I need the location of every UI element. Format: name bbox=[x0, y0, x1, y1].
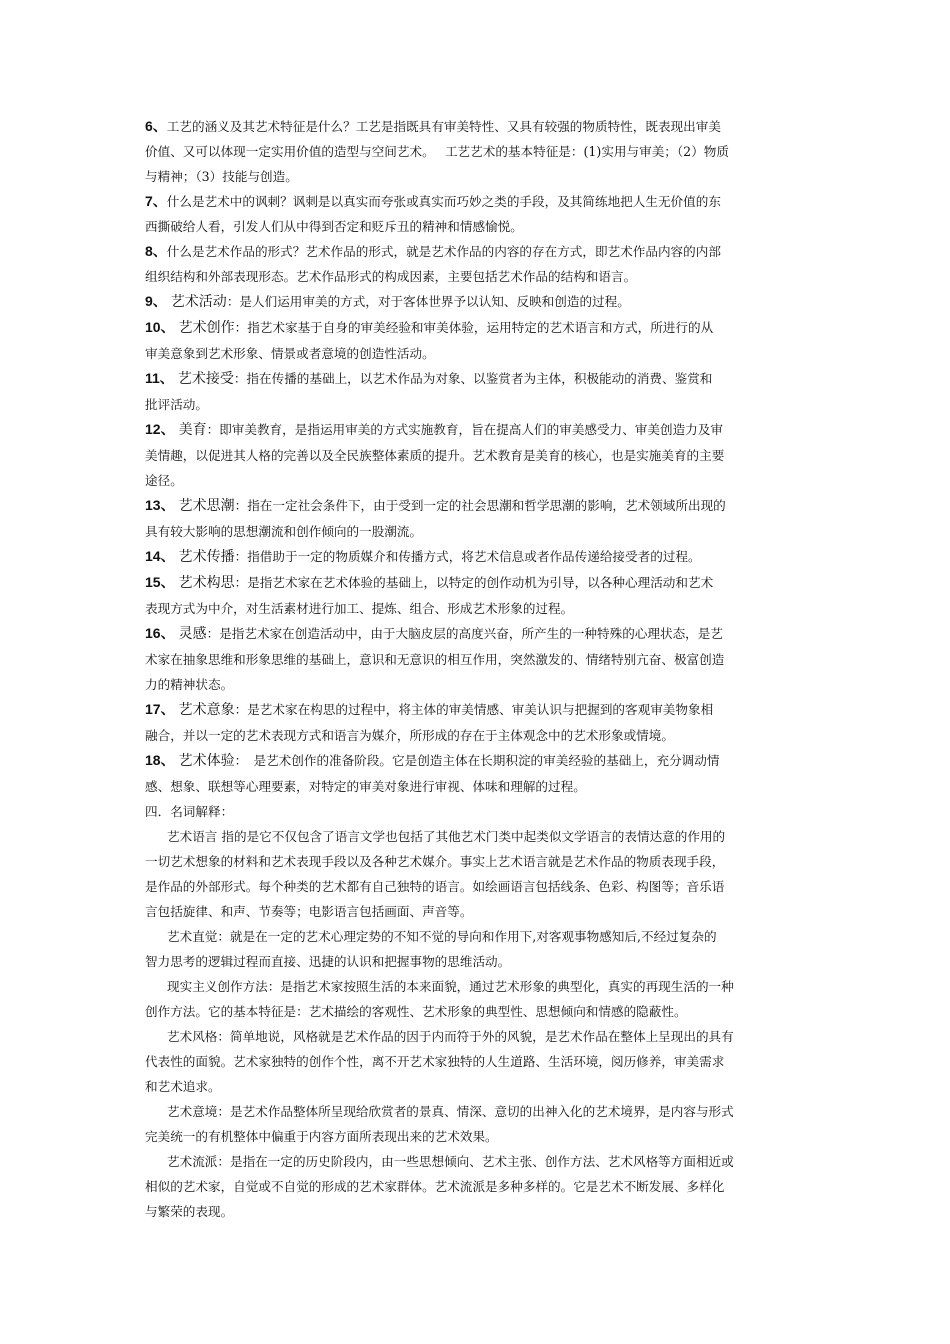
list-item bbox=[145, 114, 830, 189]
line-text: 组织结构和外部表现形态。艺术作品形式的构成因素，主要包括艺术作品的结构和语言。 bbox=[145, 269, 637, 284]
line-text: 什么是艺术中的讽刺？讽刺是以真实而夸张或真实而巧妙之类的手段，及其简练地把人生无价值的东 bbox=[166, 194, 721, 209]
list-item bbox=[145, 493, 830, 544]
line-text: 途径。 bbox=[145, 473, 183, 488]
text-line bbox=[145, 289, 830, 315]
line-text: 什么是艺术作品的形式？艺术作品的形式，就是艺术作品的内容的存在方式，即艺术作品内容的内部 bbox=[166, 244, 721, 259]
text-line bbox=[145, 114, 830, 139]
text-line: 与繁荣的表现。 bbox=[145, 1204, 234, 1219]
text-line: 和艺术追求。 bbox=[145, 1079, 221, 1094]
text-line: 艺术语言 指的是它不仅包含了语言文学也包括了其他艺术门类中起类似文学语言的表情达意的作用的 bbox=[167, 829, 726, 844]
section-heading: 四．名词解释： bbox=[145, 804, 234, 819]
text-line bbox=[145, 697, 830, 723]
text-line bbox=[145, 214, 830, 239]
list-item bbox=[145, 544, 830, 570]
text-line: 艺术直觉：就是在一定的艺术心理定势的不知不觉的导向和作用下,对客观事物感知后,不经过复杂的 bbox=[167, 929, 717, 944]
text-line bbox=[145, 189, 830, 214]
list-item bbox=[145, 697, 830, 748]
definition-paragraph bbox=[145, 1099, 830, 1149]
line-text: 具有较大影响的思想潮流和创作倾向的一股潮流。 bbox=[145, 524, 423, 539]
item-term: 艺术接受 bbox=[177, 371, 234, 387]
text-line: 是作品的外部形式。每个种类的艺术都有自己独特的语言。如绘画语言包括线条、色彩、构图等；音乐语 bbox=[145, 879, 725, 894]
line-text: 批评活动。 bbox=[145, 397, 208, 412]
item-number: 11、 bbox=[145, 370, 174, 386]
line-text: ：指借助于一定的物质媒介和传播方式，将艺术信息或者作品传递给接受者的过程。 bbox=[234, 549, 701, 564]
item-term: 灵感 bbox=[178, 626, 207, 642]
line-text: 美情趣，以促进其人格的完善以及全民族整体素质的提升。艺术教育是美育的核心，也是实施美育的主要 bbox=[145, 448, 725, 463]
text-line: 言包括旋律、和声、节奏等；电影语言包括画面、声音等。 bbox=[145, 904, 473, 919]
text-line bbox=[145, 570, 830, 596]
definition-paragraph bbox=[145, 1024, 830, 1099]
line-text: ：指在一定社会条件下，由于受到一定的社会思潮和哲学思潮的影响，艺术领域所出现的 bbox=[234, 498, 726, 513]
item-number: 9、 bbox=[145, 293, 167, 309]
item-number: 15、 bbox=[145, 574, 175, 590]
text-line bbox=[145, 774, 830, 799]
line-text: 感、想象、联想等心理要素，对特定的审美对象进行审视、体味和理解的过程。 bbox=[145, 779, 586, 794]
item-number: 14、 bbox=[145, 548, 175, 564]
line-text: 审美意象到艺术形象、情景或者意境的创造性活动。 bbox=[145, 346, 435, 361]
item-number: 10、 bbox=[145, 319, 175, 335]
item-term: 艺术意象 bbox=[178, 702, 235, 718]
line-text: ：是人们运用审美的方式，对于客体世界予以认知、反映和创造的过程。 bbox=[226, 294, 630, 309]
line-text: 价值、又可以体现一定实用价值的造型与空间艺术。 工艺艺术的基本特征是：(1)实用与审美；（2）物质 bbox=[145, 144, 729, 159]
text-line: 相似的艺术家，自觉或不自觉的形成的艺术家群体。艺术流派是多种多样的。它是艺术不断发展、多样化 bbox=[145, 1179, 725, 1194]
item-term: 艺术构思 bbox=[178, 575, 235, 591]
text-line: 智力思考的逻辑过程而直接、迅捷的认识和把握事物的思维活动。 bbox=[145, 954, 511, 969]
text-line: 一切艺术想象的材料和艺术表现手段以及各种艺术媒介。事实上艺术语言就是艺术作品的物质表现手段， bbox=[145, 854, 725, 869]
text-line: 完美统一的有机整体中偏重于内容方面所表现出来的艺术效果。 bbox=[145, 1129, 498, 1144]
item-number: 7、 bbox=[145, 193, 167, 209]
line-text: ：是指艺术家在创造活动中，由于大脑皮层的高度兴奋，所产生的一种特殊的心理状态，是艺 bbox=[206, 626, 723, 641]
text-line bbox=[145, 647, 830, 672]
text-line: 创作方法。它的基本特征是：艺术描绘的客观性、艺术形象的典型性、思想倾向和情感的隐蔽性。 bbox=[145, 1004, 687, 1019]
text-line bbox=[145, 341, 830, 366]
text-line bbox=[145, 164, 830, 189]
item-number: 17、 bbox=[145, 701, 175, 717]
text-line bbox=[145, 621, 830, 647]
list-item bbox=[145, 748, 830, 799]
text-line bbox=[145, 417, 830, 443]
text-line: 艺术流派：是指在一定的历史阶段内，由一些思想倾向、艺术主张、创作方法、艺术风格等方面相近或 bbox=[167, 1154, 734, 1169]
line-text: ： 是艺术创作的准备阶段。它是创造主体在长期积淀的审美经验的基础上，充分调动情 bbox=[234, 753, 720, 768]
line-text: ：即审美教育，是指运用审美的方式实施教育，旨在提高人们的审美感受力、审美创造力及审 bbox=[206, 422, 723, 437]
text-line bbox=[145, 366, 830, 392]
item-number: 6、 bbox=[145, 118, 167, 134]
definition-paragraph bbox=[145, 824, 830, 924]
text-line bbox=[145, 544, 830, 570]
item-term: 艺术活动 bbox=[170, 294, 227, 310]
text-line: 现实主义创作方法：是指艺术家按照生活的本来面貌，通过艺术形象的典型化，真实的再现生活的一种 bbox=[167, 979, 734, 994]
document-page bbox=[145, 114, 830, 1224]
item-term: 艺术创作 bbox=[178, 320, 235, 336]
list-item bbox=[145, 366, 830, 417]
text-line bbox=[145, 239, 830, 264]
text-line bbox=[145, 392, 830, 417]
line-text: 术家在抽象思维和形象思维的基础上，意识和无意识的相互作用，突然激发的、情绪特别亢奋、极富创造 bbox=[145, 652, 725, 667]
item-term: 艺术体验 bbox=[178, 753, 235, 769]
line-text: 表现方式为中介，对生活素材进行加工、提炼、组合、形成艺术形象的过程。 bbox=[145, 601, 574, 616]
text-line bbox=[145, 315, 830, 341]
text-line bbox=[145, 596, 830, 621]
text-line bbox=[145, 672, 830, 697]
list-item bbox=[145, 289, 830, 315]
line-text: 与精神；（3）技能与创造。 bbox=[145, 169, 298, 184]
text-line: 艺术意境：是艺术作品整体所呈现给欣赏者的景真、情深、意切的出神入化的艺术境界，是内容与形式 bbox=[167, 1104, 734, 1119]
item-number: 8、 bbox=[145, 243, 167, 259]
item-term: 艺术思潮 bbox=[178, 498, 235, 514]
line-text: ：指艺术家基于自身的审美经验和审美体验，运用特定的艺术语言和方式，所进行的从 bbox=[234, 320, 714, 335]
item-number: 13、 bbox=[145, 497, 175, 513]
line-text: 西撕破给人看，引发人们从中得到否定和贬斥丑的精神和情感愉悦。 bbox=[145, 219, 523, 234]
text-line bbox=[145, 264, 830, 289]
numbered-items bbox=[145, 114, 830, 799]
definition-paragraph bbox=[145, 924, 830, 974]
line-text: 工艺的涵义及其艺术特征是什么？工艺是指既具有审美特性、又具有较强的物质特性，既表现出审美 bbox=[166, 119, 721, 134]
line-text: ：是艺术家在构思的过程中，将主体的审美情感、审美认识与把握到的客观审美物象相 bbox=[234, 702, 714, 717]
item-number: 18、 bbox=[145, 752, 175, 768]
list-item bbox=[145, 621, 830, 697]
line-text: 融合，并以一定的艺术表现方式和语言为媒介，所形成的存在于主体观念中的艺术形象或情境。 bbox=[145, 728, 674, 743]
text-line bbox=[145, 139, 830, 164]
item-number: 12、 bbox=[145, 421, 175, 437]
text-line bbox=[145, 493, 830, 519]
text-line bbox=[145, 723, 830, 748]
text-line bbox=[145, 443, 830, 468]
list-item bbox=[145, 417, 830, 493]
line-text: ：指在传播的基础上，以艺术作品为对象、以鉴赏者为主体，积极能动的消费、鉴赏和 bbox=[233, 371, 713, 386]
list-item bbox=[145, 570, 830, 621]
line-text: 力的精神状态。 bbox=[145, 677, 234, 692]
definition-paragraph bbox=[145, 1149, 830, 1224]
text-line bbox=[145, 468, 830, 493]
list-item bbox=[145, 239, 830, 289]
text-line: 艺术风格：简单地说，风格就是艺术作品的因于内而符于外的风貌，是艺术作品在整体上呈现出的具有 bbox=[167, 1029, 734, 1044]
text-line bbox=[145, 748, 830, 774]
text-line bbox=[145, 519, 830, 544]
text-line: 代表性的面貌。艺术家独特的创作个性，离不开艺术家独特的人生道路、生活环境，阅历修养，审美需求 bbox=[145, 1054, 725, 1069]
list-item bbox=[145, 189, 830, 239]
item-term: 美育 bbox=[178, 422, 207, 438]
term-definitions bbox=[145, 824, 830, 1224]
list-item bbox=[145, 315, 830, 366]
definition-paragraph bbox=[145, 974, 830, 1024]
line-text: ：是指艺术家在艺术体验的基础上，以特定的创作动机为引导，以各种心理活动和艺术 bbox=[234, 575, 714, 590]
item-number: 16、 bbox=[145, 625, 175, 641]
item-term: 艺术传播 bbox=[178, 549, 235, 565]
